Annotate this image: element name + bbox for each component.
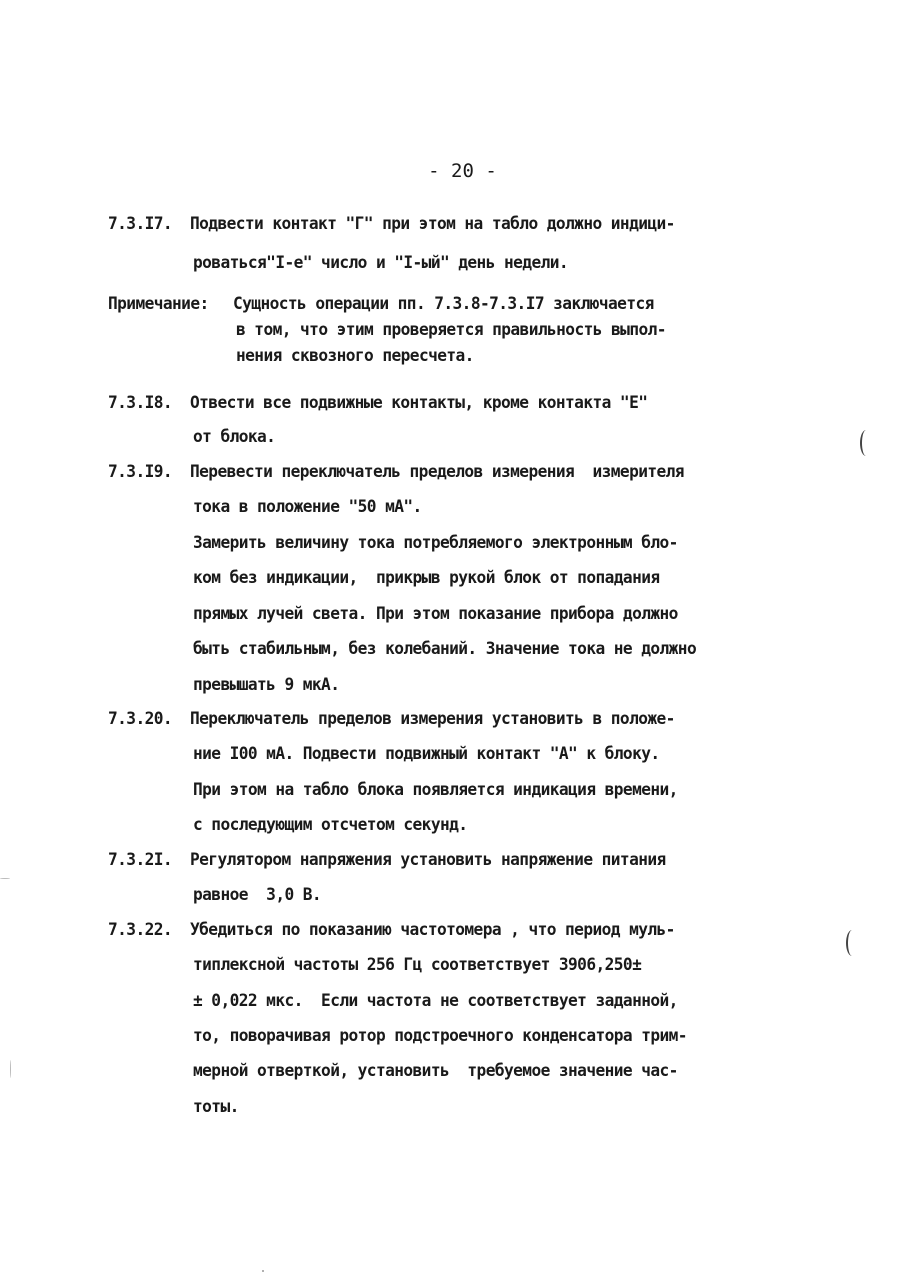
item-number: 7.3.I8. <box>108 393 173 412</box>
margin-bracket-mark <box>846 930 858 956</box>
text-line: с последующим отсчетом секунд. <box>193 815 468 834</box>
text-line: Подвести контакт "Г" при этом на табло должно индици- <box>190 214 675 233</box>
note-label: Примечание: <box>108 294 209 313</box>
text-line: прямых лучей света. При этом показание прибора должно <box>193 604 678 623</box>
text-line: роваться"I-е" число и "I-ый" день недели. <box>193 253 569 272</box>
text-line: Регулятором напряжения установить напряжение питания <box>190 850 666 869</box>
margin-bracket-mark <box>860 430 872 456</box>
text-line: то, поворачивая ротор подстроечного конденсатора трим- <box>193 1026 687 1045</box>
item-number: 7.3.20. <box>108 709 173 728</box>
text-line: Перевести переключатель пределов измерения измерителя <box>190 462 684 481</box>
text-line: Замерить величину тока потребляемого электронным бло- <box>193 533 678 552</box>
text-line: Переключатель пределов измерения установить в положе- <box>190 709 675 728</box>
scan-artifact <box>0 878 10 879</box>
text-line: ± 0,022 мкс. Если частота не соответствует заданной, <box>193 991 678 1010</box>
text-line: ком без индикации, прикрыв рукой блок от попадания <box>193 568 660 587</box>
text-line: Убедиться по показанию частотомера , что период муль- <box>190 920 675 939</box>
item-number: 7.3.I9. <box>108 462 173 481</box>
text-line: ние I00 мА. Подвести подвижный контакт "А" к блоку. <box>193 744 660 763</box>
text-line: быть стабильным, без колебаний. Значение тока не должно <box>193 639 697 658</box>
text-line: в том, что этим проверяется правильность выпол- <box>236 320 666 339</box>
item-number: 7.3.I7. <box>108 214 173 233</box>
text-line: нения сквозного пересчета. <box>236 346 474 365</box>
item-number: 7.3.2I. <box>108 850 173 869</box>
text-line: превышать 9 мкА. <box>193 675 340 694</box>
text-line: Сущность операции пп. 7.3.8-7.3.I7 заключается <box>233 294 654 313</box>
scan-artifact <box>10 1060 11 1078</box>
text-line: тока в положение "50 мА". <box>193 497 422 516</box>
text-line: от блока. <box>193 427 276 446</box>
text-line: Отвести все подвижные контакты, кроме контакта "Е" <box>190 393 648 412</box>
text-line: равное 3,0 В. <box>193 885 322 904</box>
text-line: мерной отверткой, установить требуемое значение час- <box>193 1061 678 1080</box>
text-line: тоты. <box>193 1097 239 1116</box>
text-line: типлексной частоты 256 Гц соответствует 3906,250± <box>193 955 642 974</box>
text-line: При этом на табло блока появляется индикация времени, <box>193 780 678 799</box>
page-number: - 20 - <box>428 160 497 182</box>
scan-artifact <box>262 1270 264 1272</box>
item-number: 7.3.22. <box>108 920 173 939</box>
